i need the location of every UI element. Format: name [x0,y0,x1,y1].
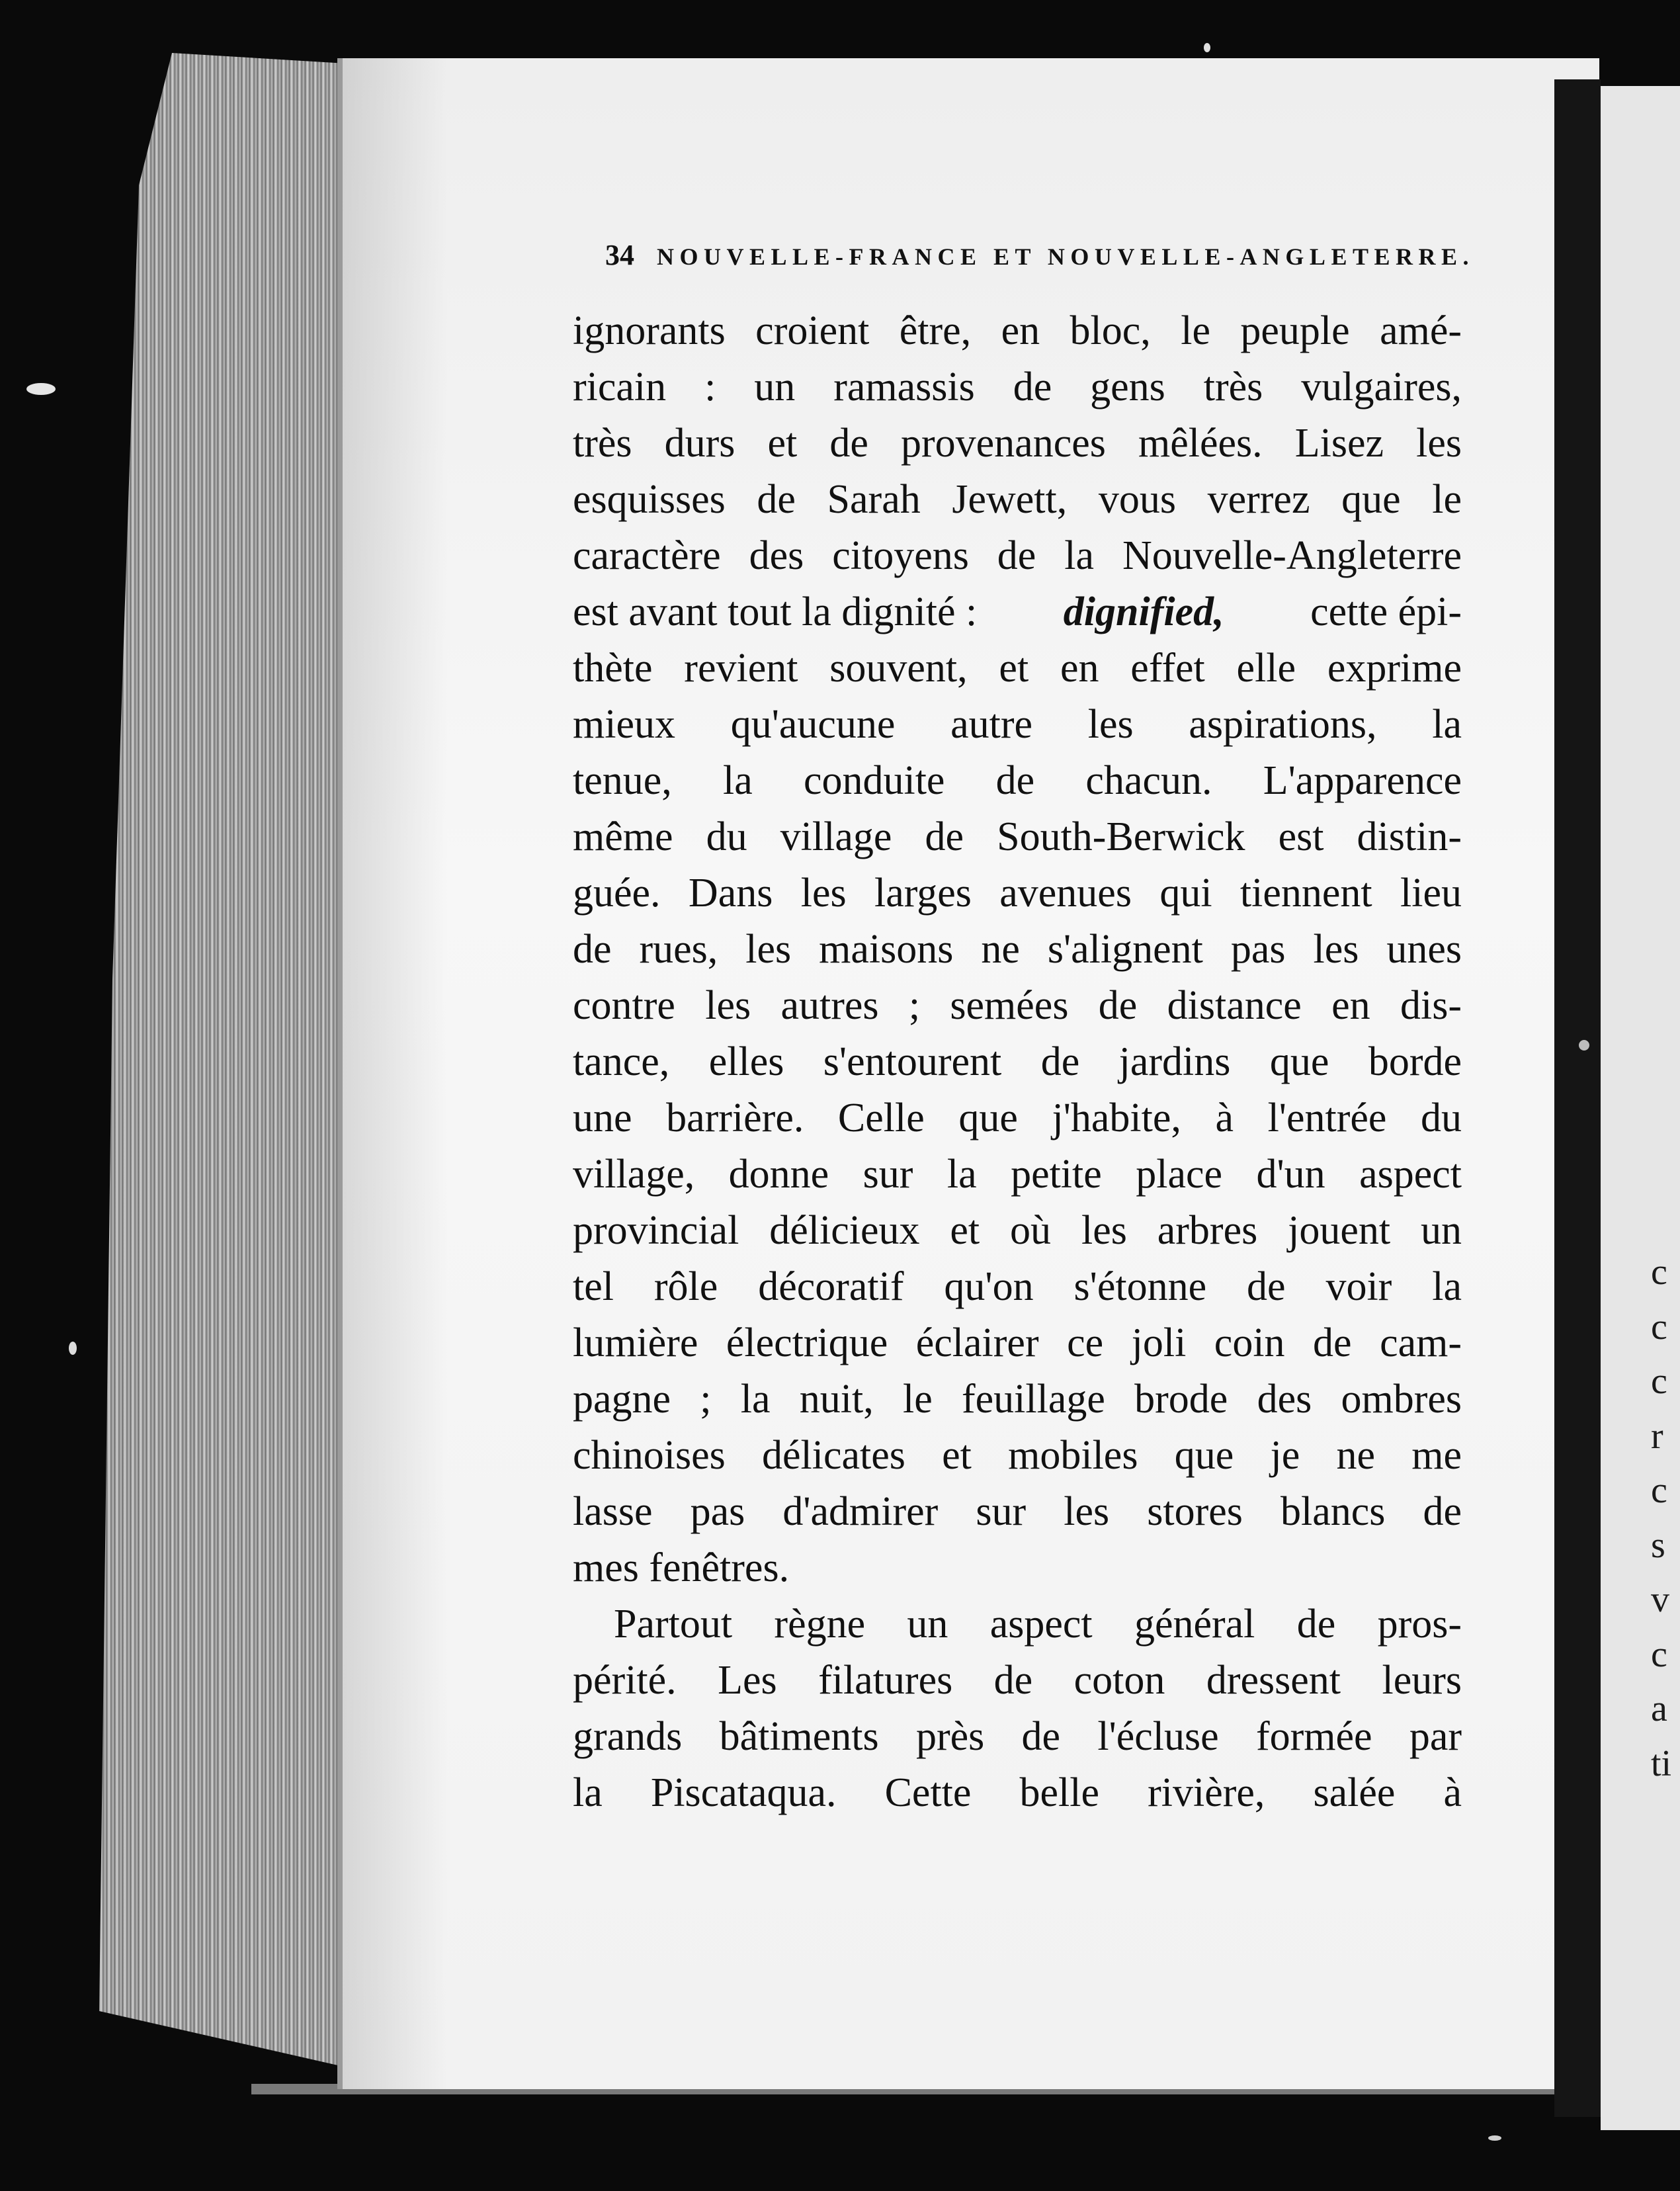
text-line: mes fenêtres. [573,1545,790,1590]
text-line: même du village de South-Berwick est distin- [573,814,1462,859]
text-line: lumière électrique éclairer ce joli coin de cam- [573,1320,1462,1365]
text-fragment: est avant tout la dignité : [573,589,978,634]
text-line: thète revient souvent, et en effet elle exprime [573,646,1462,691]
text-line: contre les autres ; semées de distance en dis- [573,983,1462,1028]
text-line: caractère des citoyens de la Nouvelle-Angleterre [573,533,1462,578]
text-line: village, donne sur la petite place d'un aspect [573,1152,1462,1197]
text-line: tance, elles s'entourent de jardins que borde [573,1039,1462,1084]
text-line: tenue, la conduite de chacun. L'apparence [573,758,1462,803]
body-text [573,303,1462,1821]
text-line: la Piscataqua. Cette belle rivière, salée à [573,1770,1462,1815]
text-line: tel rôle décoratif qu'on s'étonne de voir la [573,1264,1462,1309]
text-line: périté. Les filatures de coton dressent leurs [573,1658,1462,1703]
text-line-with-italic [573,584,1462,640]
text-line: pagne ; la nuit, le feuillage brode des ombres [573,1377,1462,1422]
page-number: 34 [605,239,634,271]
running-header [605,238,1474,272]
text-line: Partout règne un aspect général de pros- [614,1602,1462,1647]
text-line: très durs et de provenances mêlées. Lisez les [573,421,1462,466]
text-fragment: cette épi- [1310,589,1462,634]
text-line: provincial délicieux et où les arbres jouent un [573,1208,1462,1253]
text-line: guée. Dans les larges avenues qui tiennent lieu [573,871,1462,916]
facing-page-letters: c c c r c s v c a ti [1651,1252,1672,1784]
text-line: grands bâtiments près de l'écluse formée par [573,1714,1462,1759]
text-line: mieux qu'aucune autre les aspirations, la [573,702,1462,747]
text-line: de rues, les maisons ne s'alignent pas les unes [573,927,1462,972]
text-line: lasse pas d'admirer sur les stores blancs de [573,1489,1462,1534]
text-line: chinoises délicates et mobiles que je ne me [573,1433,1462,1478]
text-line: ignorants croient être, en bloc, le peuple amé- [573,308,1462,353]
text-line: esquisses de Sarah Jewett, vous verrez que le [573,477,1462,522]
italic-word: dignified, [1063,589,1224,634]
text-line: ricain : un ramassis de gens très vulgaires, [573,365,1462,409]
text-line: une barrière. Celle que j'habite, à l'entrée du [573,1096,1462,1140]
running-title: NOUVELLE-FRANCE ET NOUVELLE-ANGLETERRE. [657,243,1474,270]
